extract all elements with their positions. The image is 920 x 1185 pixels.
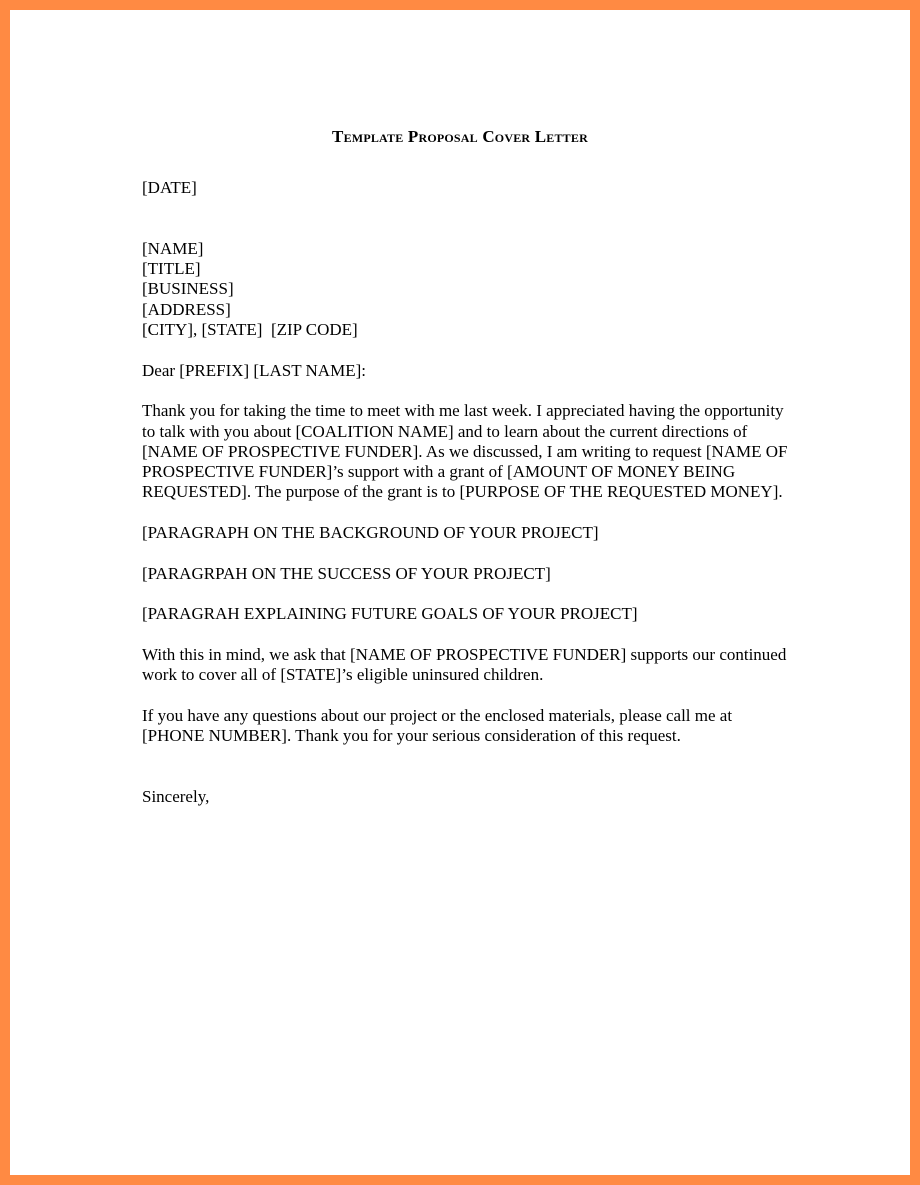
recipient-business: [BUSINESS] — [142, 279, 234, 299]
paragraph-intro: Thank you for taking the time to meet with me last week. I appreciated having the opportunity to talk with you about [COALITION NAME] and to learn about the current directions of [NAME OF PROSPECTIVE FUNDER]. As we discussed, I am writing to request [NAME OF PROSPECTIVE FUNDER]’s support with a grant of [AMOUNT OF MONEY BEING REQUESTED]. The purpose of the grant is to [PURPOSE OF THE REQUESTED MONEY]. — [142, 401, 792, 502]
recipient-name: [NAME] — [142, 238, 204, 258]
paragraph-future-goals: [PARAGRAH EXPLAINING FUTURE GOALS OF YOUR PROJECT] — [142, 604, 638, 624]
paragraph-success: [PARAGRPAH ON THE SUCCESS OF YOUR PROJECT] — [142, 563, 551, 583]
recipient-title: [TITLE] — [142, 259, 201, 279]
recipient-city-state-zip: [CITY], [STATE] [ZIP CODE] — [142, 320, 358, 340]
letter-date: [DATE] — [142, 178, 197, 197]
document-page — [10, 10, 910, 1175]
recipient-block — [142, 239, 792, 340]
paragraph-background: [PARAGRAPH ON THE BACKGROUND OF YOUR PROJECT] — [142, 523, 599, 543]
recipient-address: [ADDRESS] — [142, 299, 231, 319]
salutation: Dear [PREFIX] [LAST NAME]: — [142, 360, 366, 380]
letter-title: Template Proposal Cover Letter — [332, 127, 588, 146]
paragraph-request: With this in mind, we ask that [NAME OF PROSPECTIVE FUNDER] supports our continued work to cover all of [STATE]’s eligible uninsured children. — [142, 644, 791, 685]
closing: Sincerely, — [142, 786, 210, 806]
letter-body — [142, 178, 792, 807]
paragraph-contact: If you have any questions about our project or the enclosed materials, please call me at [PHONE NUMBER]. Thank you for your serious consideration of this request. — [142, 705, 737, 746]
